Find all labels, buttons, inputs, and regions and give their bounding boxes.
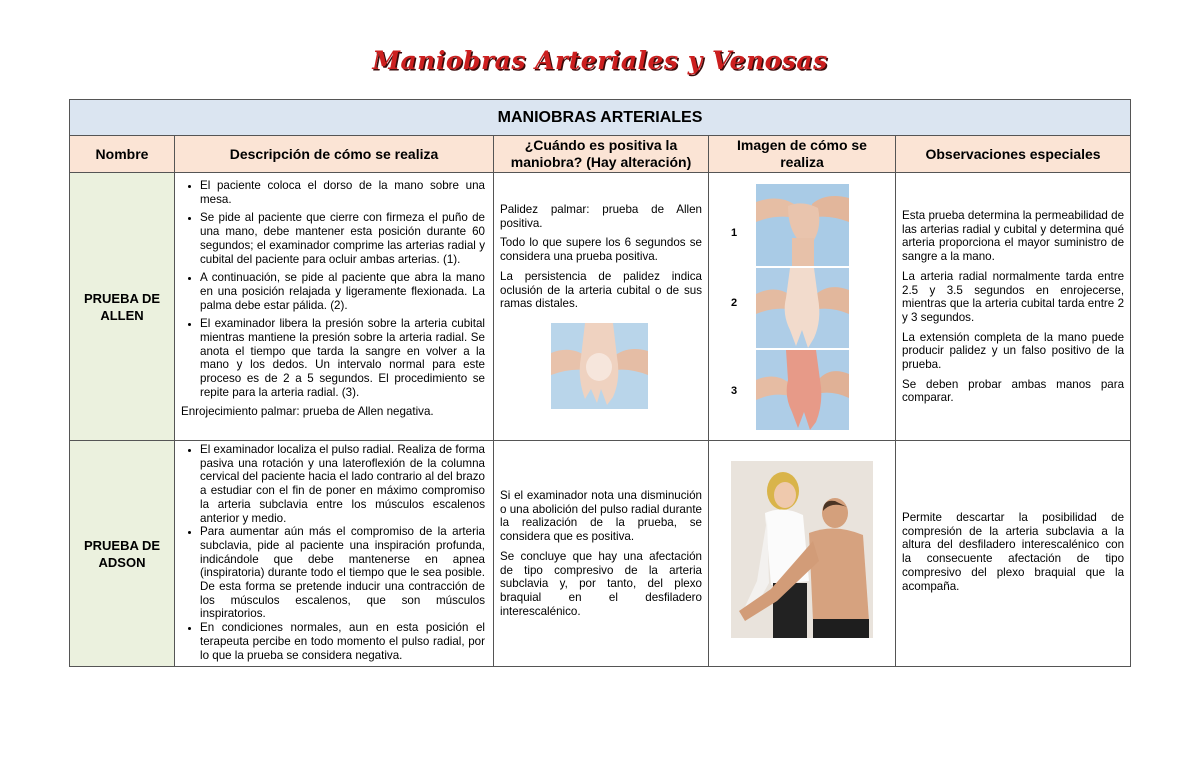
list-item: • El examinador libera la presión sobre la arteria cubital mientras mantiene la presión sobre la arteria radial. Se anota el tiempo que tarda la sangre en volver a la mano y los dedos. Un intervalo normal para este proceso es de 2 a 5 segundos. El procedimiento se repite para la arteria radial. (3). (200, 317, 485, 399)
row-positive-allen (494, 173, 709, 441)
row-observations-allen (896, 173, 1131, 441)
row-image-allen (709, 173, 896, 441)
section-header: MANIOBRAS ARTERIALES (70, 100, 1131, 136)
positive-text: Se concluye que hay una afectación de tipo compresivo de la arteria subclavia y, por tanto, del plexo braquial en el desfiladero interescalénico. (500, 549, 702, 618)
row-name-adson: PRUEBA DE ADSON (70, 441, 175, 667)
list-item: • A continuación, se pide al paciente que abra la mano en una posición relajada y ligeramente flexionada. La palma debe estar pálida. (2). (200, 271, 485, 312)
row-description-allen (175, 173, 494, 441)
table-row (70, 441, 1131, 667)
step-number: 3 (731, 385, 738, 397)
allen-step-2-image (756, 268, 849, 348)
col-header-name: Nombre (70, 136, 175, 173)
list-item: • El examinador localiza el pulso radial. Realiza de forma pasiva una rotación y una lateroflexión de la columna cervical del paciente hacia el lado contrario al del brazo a estudiar con el fin de poner en máximo compromiso la arteria subclavia entre los músculos escalenos anterior y medio. (200, 443, 485, 525)
list-item: • Se pide al paciente que cierre con firmeza el puño de una mano, debe mantener esta posición durante 60 segundos; el examinador comprime las arterias radial y cubital del paciente para ocluir ambas arterias. (1). (200, 211, 485, 266)
list-item: • Para aumentar aún más el compromiso de la arteria subclavia, pide al paciente una inspiración profunda, indicándole que debe mantenerse en apnea (inspiratoria) durante todo el tiempo que le sea posible. De esta forma se pretende inducir una contracción de los músculos escalenos, que son músculos inspiratorios. (200, 525, 485, 621)
observation-text: Se deben probar ambas manos para comparar. (902, 377, 1125, 405)
allen-step-3-image (756, 350, 849, 430)
page-title: Maniobras Arteriales y Venosas (372, 46, 828, 75)
list-item: • En condiciones normales, aun en esta posición el terapeuta percibe en todo momento el pulso radial, por lo que la prueba se considera negativa. (200, 621, 485, 662)
table-row (70, 173, 1131, 441)
row-description-adson (175, 441, 494, 667)
col-header-positive: ¿Cuándo es positiva la maniobra? (Hay alteración) (494, 136, 709, 173)
allen-palm-image (551, 323, 648, 409)
row-image-adson (709, 441, 896, 667)
description-note: Enrojecimiento palmar: prueba de Allen negativa. (181, 404, 434, 418)
step-number: 2 (731, 297, 738, 309)
col-header-description: Descripción de cómo se realiza (175, 136, 494, 173)
step-number: 1 (731, 227, 738, 239)
maneuvers-table (69, 99, 1131, 667)
positive-text: Palidez palmar: prueba de Allen positiva. (500, 203, 702, 230)
allen-step-1-image (756, 184, 849, 266)
row-positive-adson (494, 441, 709, 667)
observation-text: La arteria radial normalmente tarda entre 2.5 y 3.5 segundos en enrojecerse, mientras que la arteria cubital tarda entre 2 y 3 segundos. (902, 269, 1125, 324)
positive-text: La persistencia de palidez indica oclusión de la arteria cubital o de sus ramas distales. (500, 269, 702, 311)
positive-text: Si el examinador nota una disminución o una abolición del pulso radial durante la realización de la prueba, se considera que es positiva. (500, 489, 702, 544)
col-header-observations: Observaciones especiales (896, 136, 1131, 173)
observation-text: Permite descartar la posibilidad de compresión de la arteria subclavia a la altura del desfiladero interescalénico con la consecuente afectación de tipo compresivo del plexo braquial que la acompaña. (902, 511, 1125, 593)
row-name-allen: PRUEBA DE ALLEN (70, 173, 175, 441)
observation-text: La extensión completa de la mano puede producir palidez y un falso positivo de la prueba. (902, 330, 1125, 372)
col-header-image: Imagen de cómo se realiza (709, 136, 896, 173)
observation-text: Esta prueba determina la permeabilidad de las arterias radial y cubital y determina qué arteria proporciona el mayor suministro de sangre a la mano. (902, 209, 1125, 264)
row-observations-adson (896, 441, 1131, 667)
list-item: • El paciente coloca el dorso de la mano sobre una mesa. (200, 179, 485, 206)
positive-text: Todo lo que supere los 6 segundos se considera una prueba positiva. (500, 236, 702, 264)
adson-test-image (731, 461, 873, 638)
